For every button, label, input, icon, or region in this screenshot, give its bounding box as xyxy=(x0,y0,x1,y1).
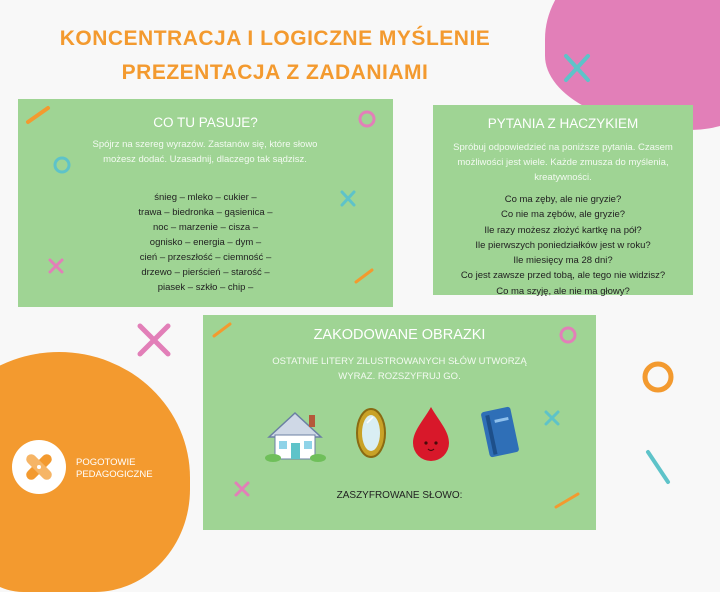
word-row: ognisko – energia – dym – xyxy=(149,237,262,248)
card1-word-list xyxy=(18,190,393,295)
question-item: Ile razy możesz złożyć kartkę na pół? xyxy=(484,224,642,236)
question-item: Co ma szyję, ale nie ma głowy? xyxy=(496,285,630,297)
logo-text xyxy=(76,457,153,481)
word-row: śnieg – mleko – cukier – xyxy=(154,192,257,203)
card2-question-list xyxy=(433,192,693,299)
house-icon xyxy=(265,413,326,462)
mirror-icon xyxy=(357,409,385,457)
word-row: piasek – szkło – chip – xyxy=(157,282,254,293)
word-row: trawa – biedronka – gąsienica – xyxy=(138,207,273,218)
question-item: Co jest zawsze przed tobą, ale tego nie widzisz? xyxy=(460,270,666,282)
card2-intro: Spróbuj odpowiedzieć na poniższe pytania. Czasem możliwości jest wiele. Każde zmusza do myślenia, kreatywności. xyxy=(453,142,673,183)
card-pytania-z-haczykiem xyxy=(433,105,693,295)
question-item: Ile miesięcy ma 28 dni? xyxy=(513,255,613,267)
cipher-label: ZASZYFROWANE SŁOWO: xyxy=(336,490,463,501)
card2-title: PYTANIA Z HACZYKIEM xyxy=(487,116,639,131)
logo-line1: POGOTOWIE xyxy=(76,457,136,468)
dash-shape xyxy=(648,452,668,482)
card-co-tu-pasuje xyxy=(18,99,393,307)
card1-intro: Spójrz na szereg wyrazów. Zastanów się, które słowo możesz dodać. Uzasadnij, dlaczego tak sądzisz. xyxy=(92,139,318,165)
question-item: Co nie ma zębów, ale gryzie? xyxy=(500,209,626,221)
card3-title: ZAKODOWANE OBRAZKI xyxy=(313,327,486,343)
card1-title: CO TU PASUJE? xyxy=(153,115,258,130)
question-item: Co ma zęby, ale nie gryzie? xyxy=(504,194,622,205)
word-row: cień – przeszłość – ciemność – xyxy=(139,252,272,263)
cross-shape xyxy=(140,326,168,354)
bandage-cross-icon xyxy=(21,449,57,485)
picture-row xyxy=(263,403,553,463)
card3-intro: OSTATNIE LITERY ZILUSTROWANYCH SŁÓW UTWORZĄ WYRAZ. ROZSZYFRUJ GO. xyxy=(272,356,527,382)
logo xyxy=(12,440,66,494)
card-zakodowane-obrazki xyxy=(203,315,596,530)
word-row: drzewo – pierścień – starość – xyxy=(141,267,270,278)
book-icon xyxy=(481,406,520,457)
logo-line2: PEDAGOGICZNE xyxy=(76,469,153,480)
drop-icon xyxy=(413,407,449,461)
page-title-line1: KONCENTRACJA I LOGICZNE MYŚLENIE xyxy=(59,27,491,50)
word-row: noc – marzenie – cisza – xyxy=(152,222,259,233)
question-item: Ile pierwszych poniedziałków jest w roku? xyxy=(475,239,651,251)
ring-shape xyxy=(645,364,671,390)
page-title-line2: PREZENTACJA Z ZADANIAMI xyxy=(121,61,429,84)
